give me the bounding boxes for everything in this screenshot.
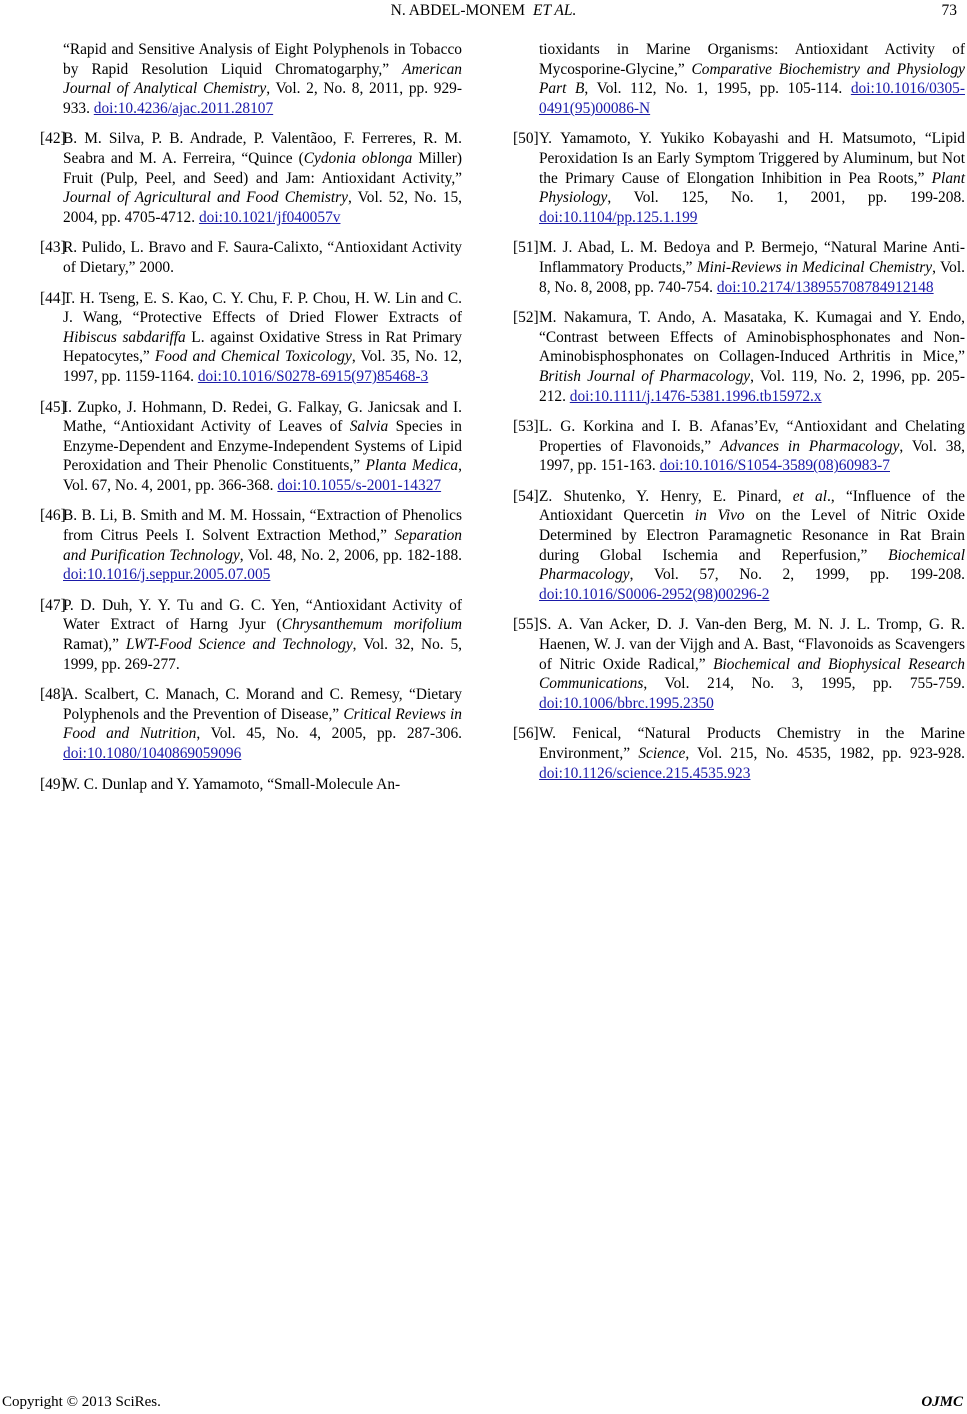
reference-item [513,129,965,227]
header-etal: ET AL. [532,2,577,19]
reference-text: , Vol. 67, No. 4, 2001, pp. 366-368. [63,457,462,494]
reference-text: , Vol. 35, No. 12, 1997, pp. 1159-1164. [63,348,463,385]
doi-link[interactable]: doi:10.1080/1040869059096 [63,745,242,762]
reference-italic-text: LWT-Food Science and Technology [125,636,353,654]
doi-link[interactable]: doi:10.1111/j.1476-5381.1996.tb15972.x [569,387,822,405]
reference-text: tioxidants in Marine Organisms: Antioxidant Activity of Mycosporine-Glycine,” [539,41,965,78]
reference-item [513,417,965,476]
reference-italic-text: Chrysanthemum morifolium [281,616,462,634]
reference-text: , Vol. 57, No. 2, 1999, pp. 199-208. [629,566,965,584]
reference-italic-text: American Journal of Analytical Chemistry [63,60,462,98]
reference-italic-text: Biochemical and Biophysical Research Communications [539,655,965,693]
reference-item [513,238,965,297]
reference-text: L. against Oxidative Stress in Rat Primary Hepatocytes,” [63,328,462,366]
reference-text: R. Pulido, L. Bravo and F. Saura-Calixto, “Antioxidant Activity of Dietary,” 2000. [63,239,462,276]
reference-item [0,398,462,496]
references-left-column [0,40,462,805]
reference-continuation [0,40,462,118]
doi-link[interactable]: doi:10.1016/j.seppur.2005.07.005 [63,566,271,584]
reference-item [0,506,462,584]
reference-text: B. B. Li, B. Smith and M. M. Hossain, “Extraction of Phenolics from Citrus Peels I. Solvent Extraction Method,” [63,507,462,545]
doi-link[interactable]: doi:10.1016/S0278-6915(97)85468-3 [197,367,429,385]
reference-number: [54] [513,487,539,505]
doi-link[interactable]: doi:10.1104/pp.125.1.199 [539,208,698,226]
reference-number: [49] [40,775,66,793]
reference-text: on the Level of Nitric Oxide Determined by Electron Paramagnetic Resonance in Rat Brain during Global Ischemia and Reperfusion,” [539,507,965,564]
doi-link[interactable]: doi:10.1126/science.215.4535.923 [539,764,751,782]
reference-number: [56] [513,725,539,743]
reference-number: [43] [40,239,66,257]
reference-italic-text: Planta Medica [365,457,459,475]
reference-text: , Vol. 112, No. 1, 1995, pp. 105-114. [584,80,851,98]
reference-item [513,615,965,713]
reference-text: Y. Yamamoto, Y. Yukiko Kobayashi and H. Matsumoto, “Lipid Peroxidation Is an Early Symptom Triggered by Aluminum, but Not the Primary Cause of Elongation Inhibition in Pea Roots,” [539,130,965,187]
reference-italic-text: Salvia [349,418,389,436]
running-header [0,1,967,21]
reference-item [0,596,462,674]
reference-item [0,289,462,387]
reference-italic-text: British Journal of Pharmacology [539,367,751,385]
reference-text: , Vol. 214, No. 3, 1995, pp. 755-759. [643,675,965,693]
reference-text: L. G. Korkina and I. B. Afanas’Ev, “Antioxidant and Chelating Properties of Flavonoids,” [539,418,965,455]
doi-link[interactable]: doi:10.1016/0305-0491(95)00086-N [539,80,965,117]
reference-italic-text: Cydonia oblonga [303,149,413,167]
reference-text: Ramat),” [63,636,126,654]
reference-text: T. H. Tseng, E. S. Kao, C. Y. Chu, F. P. Chou, H. W. Lin and C. J. Wang, “Protective Effects of Dried Flower Extracts of [63,289,462,327]
copyright-notice: Copyright © 2013 SciRes. [2,1394,161,1410]
reference-number: [48] [40,686,66,704]
reference-text: Miller) Fruit (Pulp, Peel, and Seed) and Jam: Antioxidant Activity,” [63,149,462,187]
reference-number: [53] [513,418,539,436]
reference-text: , Vol. 32, No. 5, 1999, pp. 269-277. [63,636,462,673]
reference-text: , Vol. 52, No. 15, 2004, pp. 4705-4712. [63,189,463,226]
reference-number: [47] [40,596,66,614]
references-right-column [513,40,965,794]
reference-text: “Rapid and Sensitive Analysis of Eight Polyphenols in Tobacco by Rapid Resolution Liquid Chromatogarphy,” [63,41,462,78]
reference-text: , Vol. 48, No. 2, 2006, pp. 182-188. [239,546,463,564]
reference-text: Species in Enzyme-Dependent and Enzyme-Independent Systems of Lipid Peroxidation and Their Phenolic Constituents,” [63,418,463,475]
reference-number: [51] [513,239,539,257]
reference-number: [55] [513,616,539,634]
reference-italic-text: Advances in Pharmacology [720,437,900,455]
reference-italic-text: Science [638,745,686,762]
reference-text: , Vol. 2, No. 8, 2011, pp. 929-933. [63,80,462,117]
reference-text: , Vol. 8, No. 8, 2008, pp. 740-754. [539,258,965,296]
journal-abbreviation: OJMC [921,1394,963,1410]
reference-text: , Vol. 215, No. 4535, 1982, pp. 923-928. [685,745,965,762]
reference-text: , Vol. 38, 1997, pp. 151-163. [539,437,965,475]
reference-number: [45] [40,398,66,416]
reference-italic-text: Mini-Reviews in Medicinal Chemistry [696,258,933,276]
reference-text: B. M. Silva, P. B. Andrade, P. Valentãoo, F. Ferreres, R. M. Seabra and M. A. Ferreira, “Quince ( [63,130,462,167]
reference-text: A. Scalbert, C. Manach, C. Morand and C. Remesy, “Dietary Polyphenols and the Prevention of Disease,” [63,686,462,723]
doi-link[interactable]: doi:10.1055/s-2001-14327 [277,476,442,494]
reference-italic-text: Journal of Agricultural and Food Chemistry [63,189,348,207]
reference-text: , Vol. 45, No. 4, 2005, pp. 287-306. [196,725,462,743]
doi-link[interactable]: doi:10.1016/S0006-2952(98)00296-2 [539,585,770,603]
reference-text: M. Nakamura, T. Ando, A. Masataka, K. Kumagai and Y. Endo, “Contrast between Effects of Aminobisphosphonates and Non-Aminobisphosphonates on Collagen-Induced Arthritis in Mice,” [539,309,965,366]
doi-link[interactable]: doi:10.1016/S1054-3589(08)60983-7 [659,457,890,475]
page-number: 73 [941,2,957,19]
reference-item [513,308,965,406]
reference-number: [50] [513,130,539,148]
reference-number: [46] [40,507,66,525]
doi-link[interactable]: doi:10.2174/138955708784912148 [716,278,934,296]
reference-italic-text: Food and Chemical Toxicology [154,348,352,366]
reference-text: , Vol. 125, No. 1, 2001, pp. 199-208. [607,189,965,207]
reference-text: I. Zupko, J. Hohmann, D. Redei, G. Falkay, G. Janicsak and I. Mathe, “Antioxidant Activity of Leaves of [63,398,462,436]
reference-number: [52] [513,309,539,327]
reference-text: Z. Shutenko, Y. Henry, E. Pinard, [539,487,793,505]
reference-italic-text: Critical Reviews in Food and Nutrition [63,705,462,743]
header-author: N. ABDEL-MONEM [390,2,525,19]
reference-text: W. Fenical, “Natural Products Chemistry in the Marine Environment,” [539,725,965,762]
doi-link[interactable]: doi:10.4236/ajac.2011.28107 [93,99,274,117]
reference-number: [42] [40,130,66,148]
reference-italic-text: Separation and Purification Technology [63,527,462,564]
reference-italic-text: Hibiscus sabdariffa [63,328,186,346]
reference-item [0,685,462,763]
reference-text: W. C. Dunlap and Y. Yamamoto, “Small-Molecule An- [63,775,401,793]
reference-item [0,775,462,795]
reference-item [0,129,462,227]
reference-text: M. J. Abad, L. M. Bedoya and P. Bermejo, “Natural Marine Anti-Inflammatory Products,” [539,239,965,276]
reference-text: S. A. Van Acker, D. J. Van-den Berg, M. N. J. L. Tromp, G. R. Haenen, W. J. van der Vijgh and A. Bast, “Flavonoids as Scavengers of Nitric Oxide Radical,” [539,616,965,673]
reference-text: ., “Influence of the Antioxidant Quercetin [539,487,965,525]
doi-link[interactable]: doi:10.1006/bbrc.1995.2350 [539,694,714,712]
reference-item [513,487,965,605]
reference-italic-text: et al [792,487,828,505]
reference-italic-text: Biochemical Pharmacology [539,546,965,584]
reference-italic-text: Plant Physiology [539,169,965,207]
reference-number: [44] [40,289,66,307]
reference-italic-text: Comparative Biochemistry and Physiology Part B [539,60,965,98]
reference-continuation [513,40,965,118]
reference-item [513,724,965,783]
reference-text: , Vol. 119, No. 2, 1996, pp. 205-212. [539,367,965,405]
reference-italic-text: in Vivo [694,507,745,525]
reference-item [0,238,462,277]
doi-link[interactable]: doi:10.1021/jf040057v [198,208,341,226]
reference-text: P. D. Duh, Y. Y. Tu and G. C. Yen, “Antioxidant Activity of Water Extract of Harng Jyur ( [63,596,462,634]
